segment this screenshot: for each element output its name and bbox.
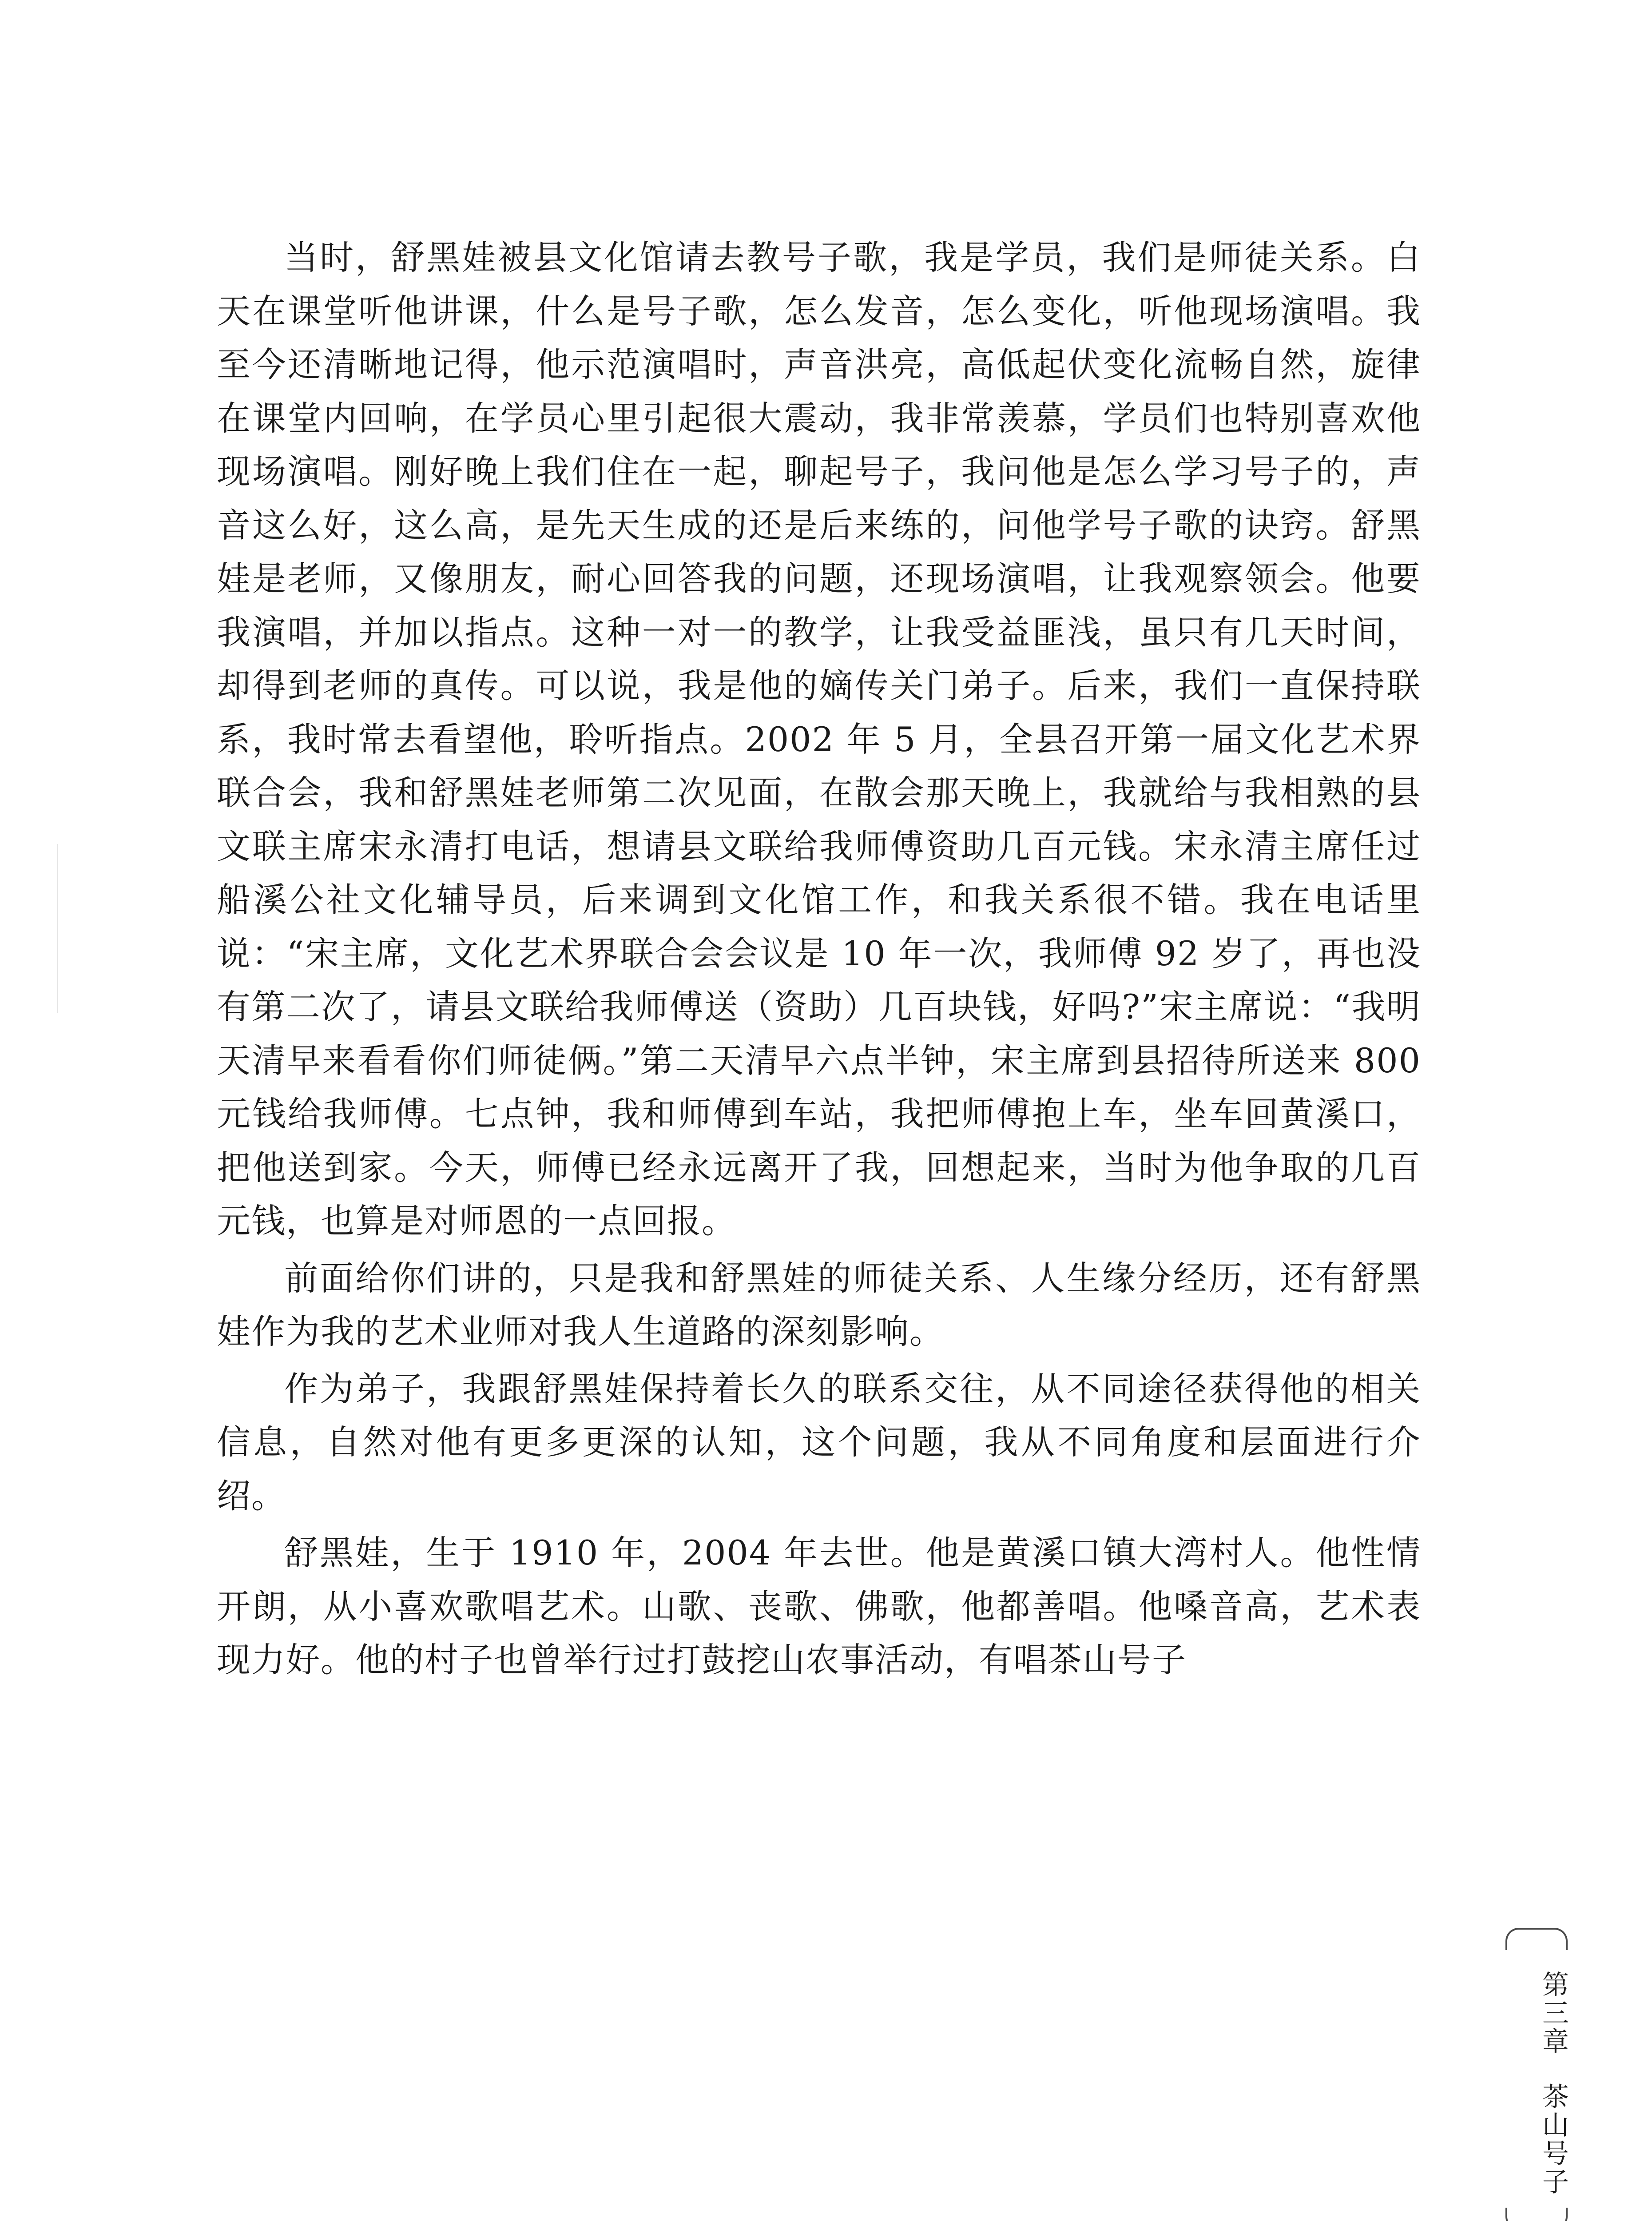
paragraph-3: 作为弟子，我跟舒黑娃保持着长久的联系交往，从不同途径获得他的相关信息，自然对他有更多更深的认知，这个问题，我从不同角度和层面进行介绍。 xyxy=(217,1369,1421,1516)
paragraph-2: 前面给你们讲的，只是我和舒黑娃的师徒关系、人生缘分经历，还有舒黑娃作为我的艺术业师对我人生道路的深刻影响。 xyxy=(217,1258,1421,1351)
page-body xyxy=(217,231,1421,1687)
chapter-label: 第三章 xyxy=(1538,1970,1569,2056)
chapter-title: 茶山号子 xyxy=(1538,2082,1569,2196)
paragraph-4: 舒黑娃，生于 1910 年，2004 年去世。他是黄溪口镇大湾村人。他性情开朗，从小喜欢歌唱艺术。山歌、丧歌、佛歌，他都善唱。他嗓音高，艺术表现力好。他的村子也曾举行过打鼓挖山农事活动，有唱茶山号子 xyxy=(217,1533,1421,1680)
tab-bracket-bottom xyxy=(1505,2208,1568,2221)
tab-bracket-top xyxy=(1505,1928,1568,1950)
page-edge-mark xyxy=(57,844,58,1013)
chapter-side-tab xyxy=(1505,1928,1568,2221)
chapter-tab-text xyxy=(1505,1959,1568,2208)
paragraph-1: 当时，舒黑娃被县文化馆请去教号子歌，我是学员，我们是师徒关系。白天在课堂听他讲课，什么是号子歌，怎么发音，怎么变化，听他现场演唱。我至今还清晰地记得，他示范演唱时，声音洪亮，高低起伏变化流畅自然，旋律在课堂内回响，在学员心里引起很大震动，我非常羡慕，学员们也特别喜欢他现场演唱。刚好晚上我们住在一起，聊起号子，我问他是怎么学习号子的，声音这么好，这么高，是先天生成的还是后来练的，问他学号子歌的诀窍。舒黑娃是老师，又像朋友，耐心回答我的问题，还现场演唱，让我观察领会。他要我演唱，并加以指点。这种一对一的教学，让我受益匪浅，虽只有几天时间，却得到老师的真传。可以说，我是他的嫡传关门弟子。后来，我们一直保持联系，我时常去看望他，聆听指点。2002 年 5 月，全县召开第一届文化艺术界联合会，我和舒黑娃老师第二次见面，在散会那天晚上，我就给与我相熟的县文联主席宋永清打电话，想请县文联给我师傅资助几百元钱。宋永清主席任过船溪公社文化辅导员，后来调到文化馆工作，和我关系很不错。我在电话里说：“宋主席，文化艺术界联合会会议是 10 年一次，我师傅 92 岁了，再也没有第二次了，请县文联给我师傅送（资助）几百块钱，好吗?”宋主席说：“我明天清早来看看你们师徒俩。”第二天清早六点半钟，宋主席到县招待所送来 800 元钱给我师傅。七点钟，我和师傅到车站，我把师傅抱上车，坐车回黄溪口，把他送到家。今天，师傅已经永远离开了我，回想起来，当时为他争取的几百元钱，也算是对师恩的一点回报。 xyxy=(217,238,1421,1241)
